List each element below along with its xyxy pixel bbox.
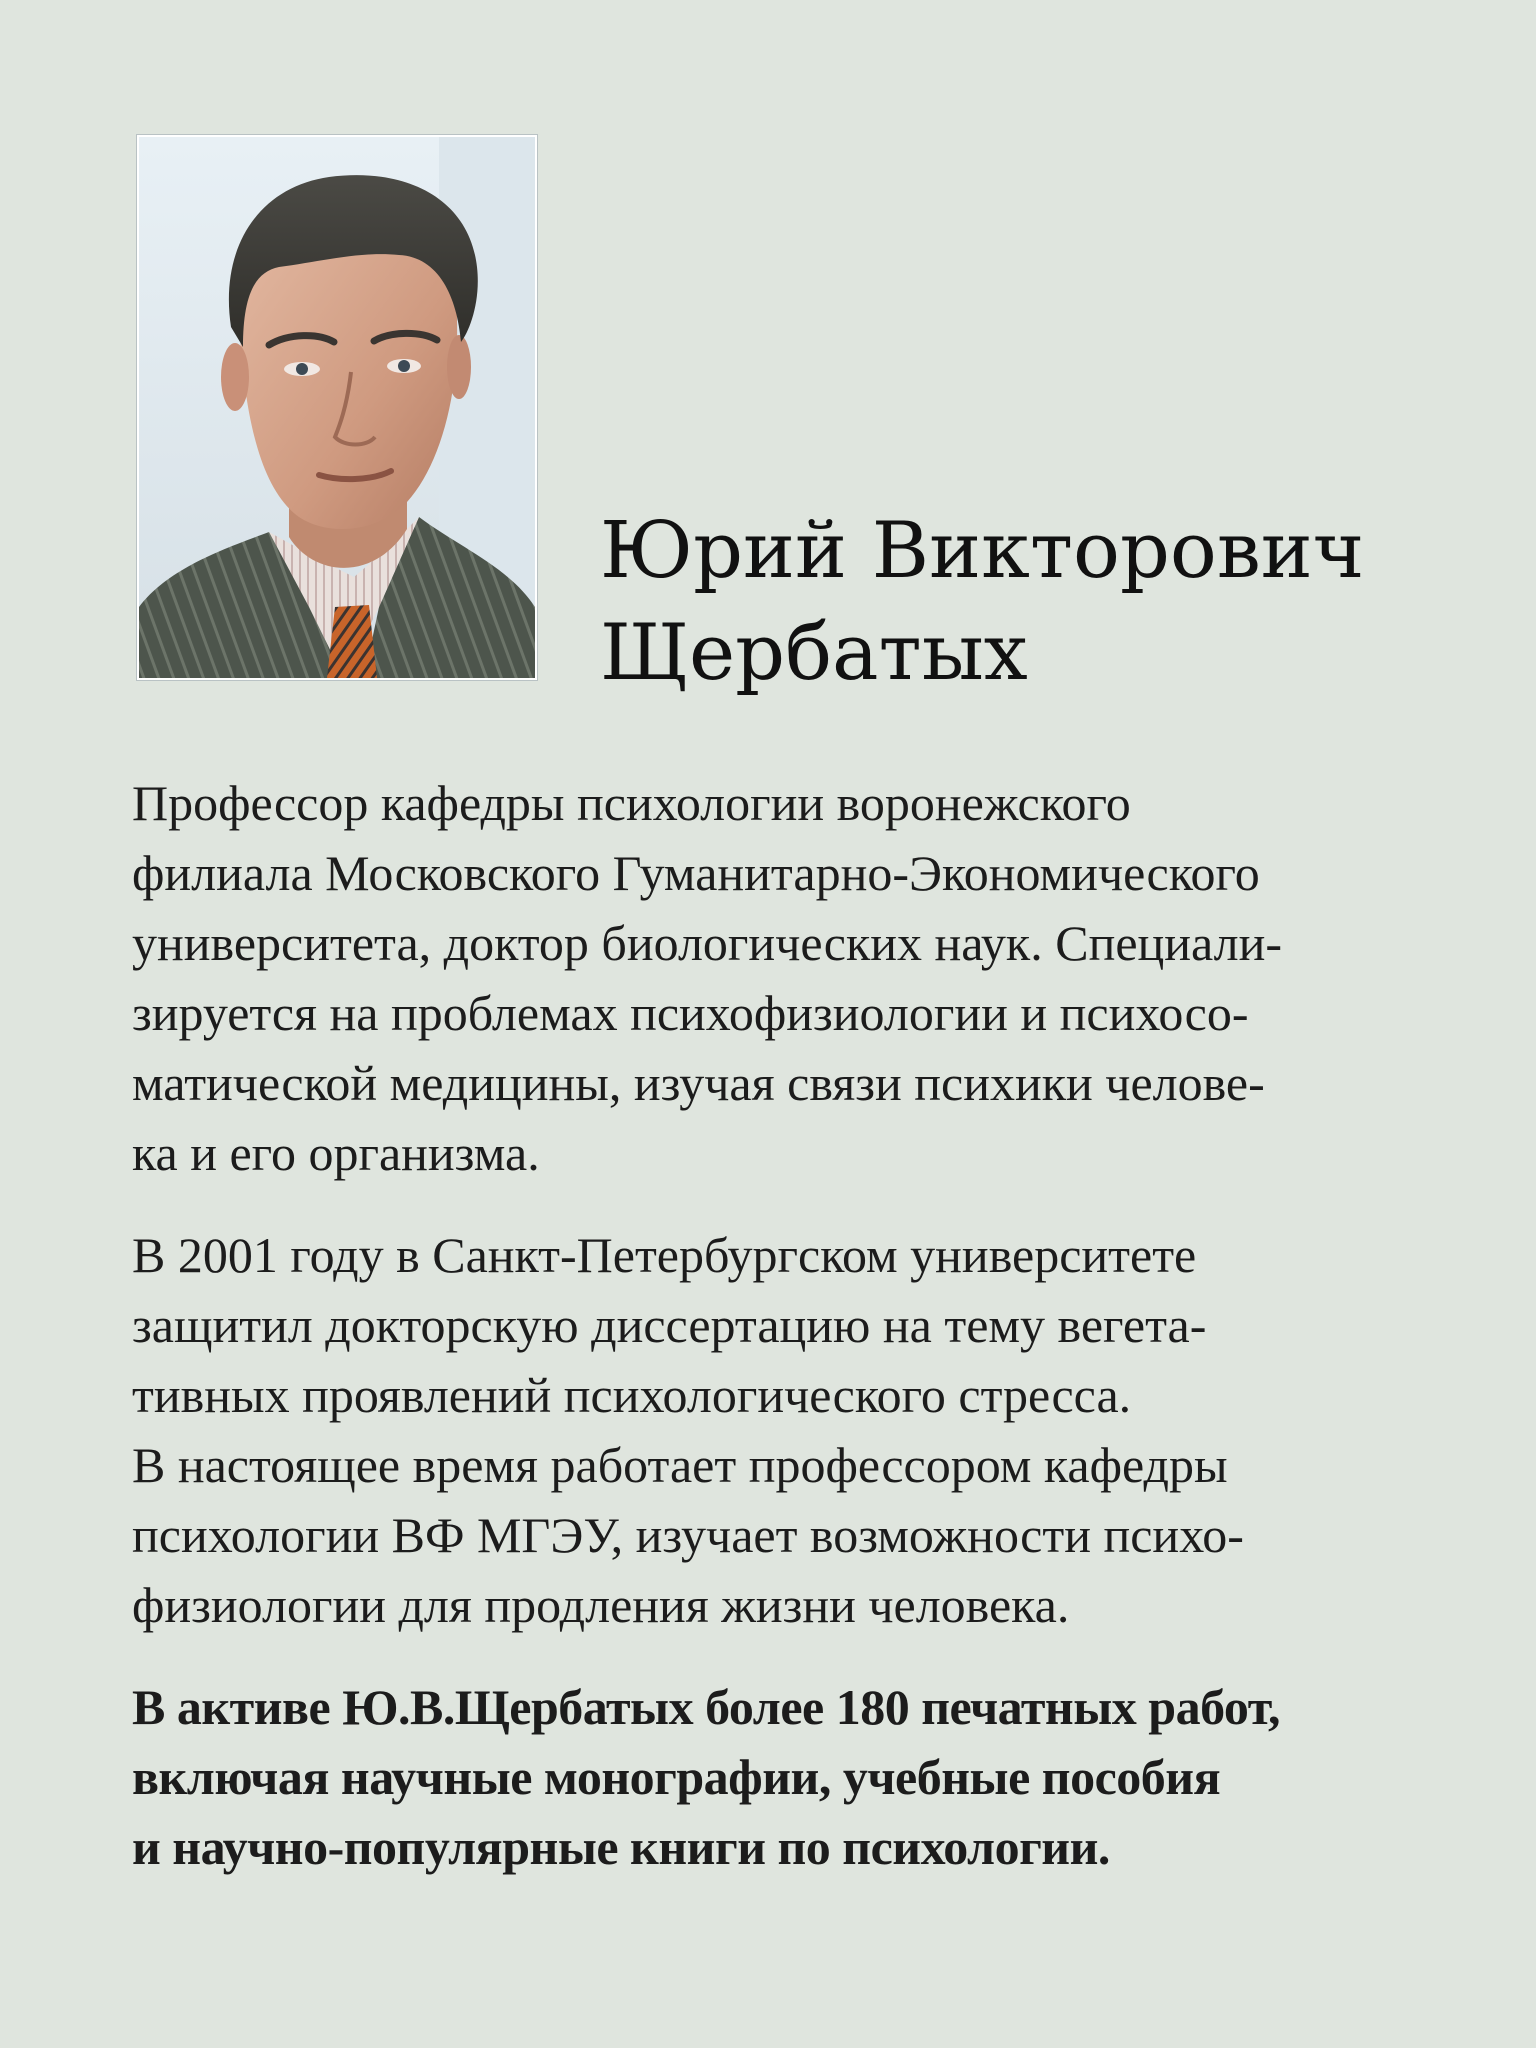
bio-line: защитил докторскую диссертацию на тему вегета- bbox=[132, 1297, 1207, 1353]
bio-line: физиологии для продления жизни человека. bbox=[132, 1577, 1070, 1633]
bio-line: университета, доктор биологических наук. Специали- bbox=[132, 915, 1283, 971]
author-first-name: Юрий Викторович bbox=[600, 506, 1365, 596]
bio-line: Профессор кафедры психологии воронежского bbox=[132, 775, 1131, 831]
author-portrait-image bbox=[139, 137, 535, 678]
author-last-name: Щербатых bbox=[600, 608, 1028, 698]
bio-line: В настоящее время работает профессором кафедры bbox=[132, 1437, 1228, 1493]
bio-line: зируется на проблемах психофизиологии и психосо- bbox=[132, 985, 1249, 1041]
author-biography bbox=[132, 768, 1422, 1882]
bio-paragraph-1 bbox=[132, 768, 1422, 1188]
bio-line: тивных проявлений психологического стресса. bbox=[132, 1367, 1132, 1423]
bio-line: филиала Московского Гуманитарно-Экономического bbox=[132, 845, 1260, 901]
author-photo bbox=[137, 135, 537, 680]
author-name bbox=[600, 500, 1460, 704]
bio-line: ка и его организма. bbox=[132, 1125, 540, 1181]
bio-line: психологии ВФ МГЭУ, изучает возможности психо- bbox=[132, 1507, 1244, 1563]
bio-line-bold: включая научные монографии, учебные пособия bbox=[132, 1749, 1221, 1805]
bio-line-bold: В активе Ю.В.Щербатых более 180 печатных работ, bbox=[132, 1679, 1281, 1735]
bio-paragraph-2 bbox=[132, 1220, 1422, 1640]
bio-paragraph-3-bold bbox=[132, 1672, 1422, 1882]
bio-line-bold: и научно-популярные книги по психологии. bbox=[132, 1819, 1110, 1875]
bio-line: В 2001 году в Санкт-Петербургском университете bbox=[132, 1227, 1197, 1283]
bio-line: матической медицины, изучая связи психики челове- bbox=[132, 1055, 1265, 1111]
